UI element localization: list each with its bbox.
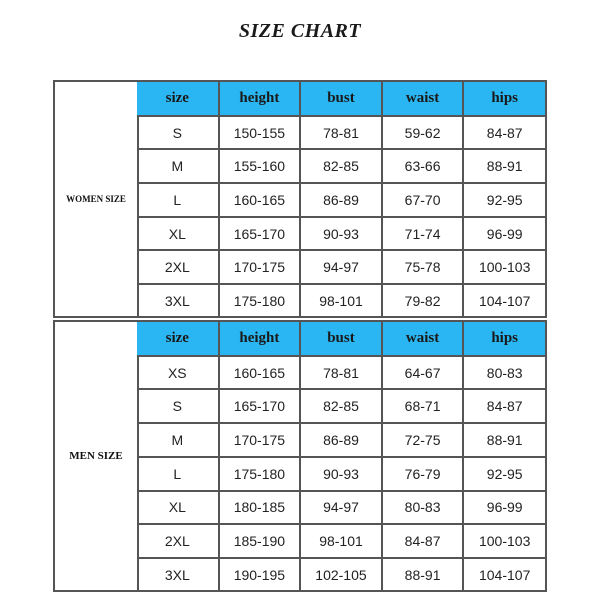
bust-cell: 98-101 — [300, 284, 382, 316]
height-cell: 170-175 — [219, 423, 301, 457]
waist-cell: 67-70 — [382, 183, 464, 217]
men-size-label: MEN SIZE — [55, 322, 139, 590]
waist-cell: 80-83 — [382, 491, 464, 525]
men-size-grid — [137, 322, 545, 590]
table-row — [137, 217, 545, 251]
waist-cell: 88-91 — [382, 558, 464, 590]
size-cell: XL — [137, 217, 219, 251]
men-size-table — [53, 320, 547, 592]
size-cell: L — [137, 457, 219, 491]
height-cell: 175-180 — [219, 457, 301, 491]
height-cell: 150-155 — [219, 116, 301, 150]
bust-cell: 102-105 — [300, 558, 382, 590]
waist-cell: 72-75 — [382, 423, 464, 457]
header-bust: bust — [300, 82, 382, 116]
height-cell: 160-165 — [219, 356, 301, 390]
size-cell: S — [137, 116, 219, 150]
waist-cell: 76-79 — [382, 457, 464, 491]
waist-cell: 79-82 — [382, 284, 464, 316]
size-cell: L — [137, 183, 219, 217]
hips-cell: 84-87 — [463, 116, 545, 150]
header-bust: bust — [300, 322, 382, 356]
table-row — [137, 558, 545, 590]
header-hips: hips — [463, 82, 545, 116]
women-size-table — [53, 80, 547, 318]
hips-cell: 96-99 — [463, 491, 545, 525]
table-row — [137, 149, 545, 183]
table-row — [137, 524, 545, 558]
height-cell: 170-175 — [219, 250, 301, 284]
table-row — [137, 183, 545, 217]
table-row — [137, 491, 545, 525]
table-row — [137, 284, 545, 316]
waist-cell: 75-78 — [382, 250, 464, 284]
size-cell: 2XL — [137, 250, 219, 284]
size-cell: XS — [137, 356, 219, 390]
size-cell: S — [137, 389, 219, 423]
bust-cell: 94-97 — [300, 250, 382, 284]
header-height: height — [219, 82, 301, 116]
size-cell: 2XL — [137, 524, 219, 558]
header-waist: waist — [382, 322, 464, 356]
table-row — [137, 457, 545, 491]
women-size-grid — [137, 82, 545, 316]
hips-cell: 80-83 — [463, 356, 545, 390]
waist-cell: 84-87 — [382, 524, 464, 558]
page-title: SIZE CHART — [238, 20, 362, 42]
size-cell: 3XL — [137, 284, 219, 316]
height-cell: 185-190 — [219, 524, 301, 558]
height-cell: 165-170 — [219, 217, 301, 251]
size-cell: XL — [137, 491, 219, 525]
table-row — [137, 116, 545, 150]
hips-cell: 100-103 — [463, 524, 545, 558]
waist-cell: 71-74 — [382, 217, 464, 251]
hips-cell: 84-87 — [463, 389, 545, 423]
bust-cell: 90-93 — [300, 457, 382, 491]
bust-cell: 78-81 — [300, 356, 382, 390]
table-row — [137, 423, 545, 457]
bust-cell: 82-85 — [300, 149, 382, 183]
women-header-row — [137, 82, 545, 116]
hips-cell: 92-95 — [463, 183, 545, 217]
height-cell: 155-160 — [219, 149, 301, 183]
bust-cell: 90-93 — [300, 217, 382, 251]
height-cell: 180-185 — [219, 491, 301, 525]
height-cell: 175-180 — [219, 284, 301, 316]
bust-cell: 94-97 — [300, 491, 382, 525]
waist-cell: 64-67 — [382, 356, 464, 390]
waist-cell: 63-66 — [382, 149, 464, 183]
hips-cell: 92-95 — [463, 457, 545, 491]
height-cell: 165-170 — [219, 389, 301, 423]
bust-cell: 86-89 — [300, 423, 382, 457]
waist-cell: 68-71 — [382, 389, 464, 423]
hips-cell: 100-103 — [463, 250, 545, 284]
men-header-row — [137, 322, 545, 356]
height-cell: 160-165 — [219, 183, 301, 217]
hips-cell: 88-91 — [463, 149, 545, 183]
header-hips: hips — [463, 322, 545, 356]
hips-cell: 104-107 — [463, 284, 545, 316]
table-row — [137, 356, 545, 390]
bust-cell: 82-85 — [300, 389, 382, 423]
header-size: size — [137, 82, 219, 116]
bust-cell: 86-89 — [300, 183, 382, 217]
size-cell: M — [137, 149, 219, 183]
bust-cell: 98-101 — [300, 524, 382, 558]
hips-cell: 104-107 — [463, 558, 545, 590]
size-cell: M — [137, 423, 219, 457]
waist-cell: 59-62 — [382, 116, 464, 150]
table-row — [137, 389, 545, 423]
size-cell: 3XL — [137, 558, 219, 590]
header-size: size — [137, 322, 219, 356]
hips-cell: 88-91 — [463, 423, 545, 457]
bust-cell: 78-81 — [300, 116, 382, 150]
height-cell: 190-195 — [219, 558, 301, 590]
table-row — [137, 250, 545, 284]
hips-cell: 96-99 — [463, 217, 545, 251]
header-height: height — [219, 322, 301, 356]
header-waist: waist — [382, 82, 464, 116]
women-size-label: WOMEN SIZE — [55, 82, 139, 316]
